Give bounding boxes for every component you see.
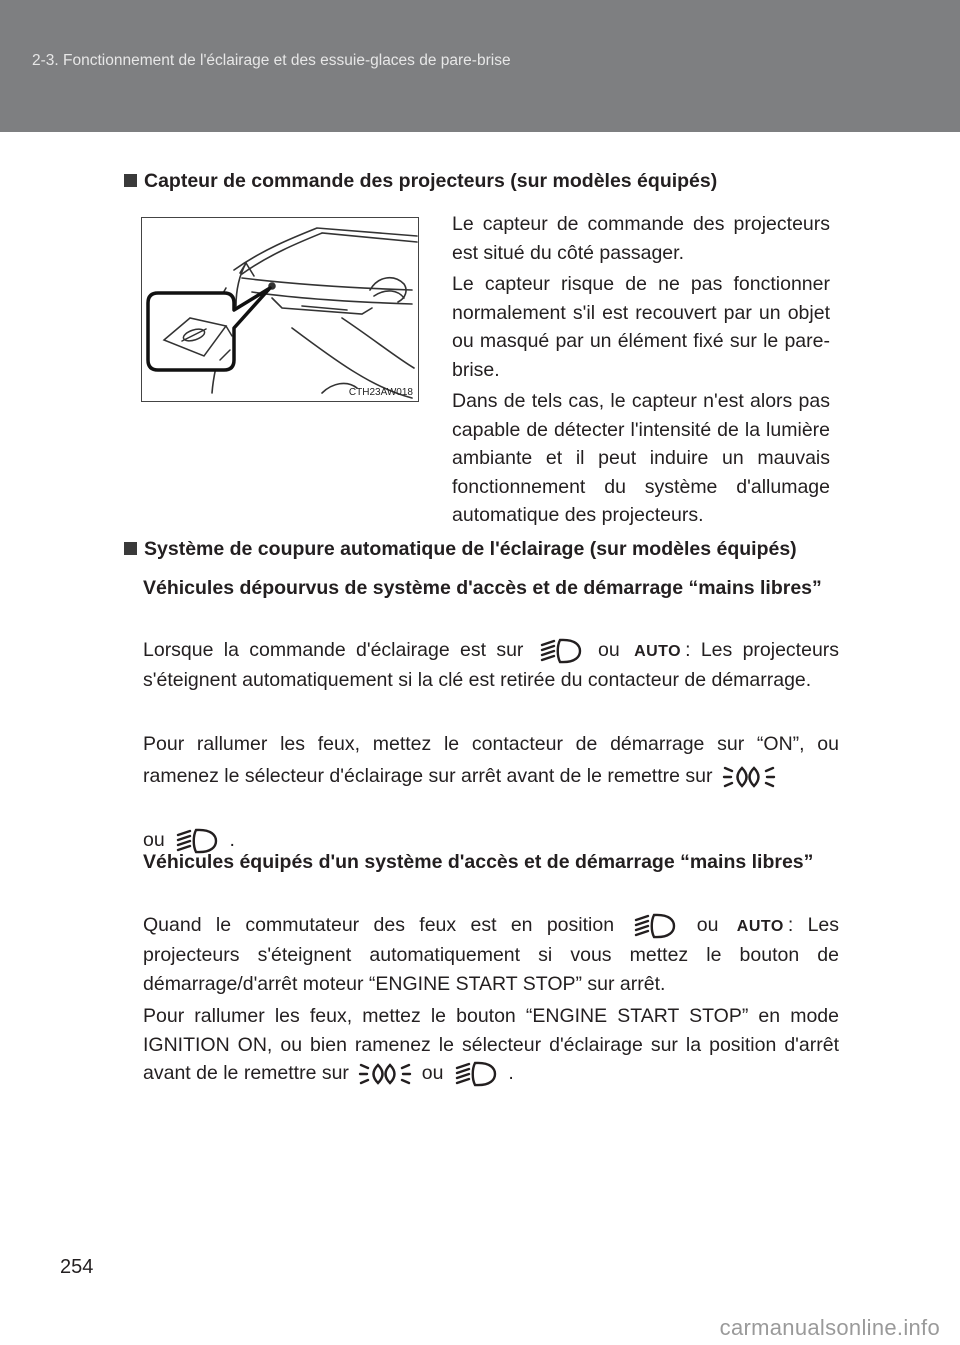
sensor-paragraph-3 — [452, 387, 830, 530]
sensor-paragraph-2 — [452, 270, 830, 384]
sensor-paragraph-1-text: Le capteur de commande des projecteurs est situé du côté passager. — [452, 213, 830, 264]
text-part: . — [229, 829, 235, 851]
page-number: 254 — [60, 1256, 94, 1278]
headlight-icon — [453, 1059, 499, 1089]
sensor-paragraph-3-text: Dans de tels cas, le capteur n'est alors pas capable de détecter l'intensité de la lumière ambiante et il peut induire un mauvais fonctionnement du système d'allumage automatique des projecteurs. — [452, 390, 830, 526]
paragraph-auto-off-1 — [143, 636, 839, 695]
text-part: : Les projecteurs s'éteignent automatiquement si la clé est retirée du contacteur de démarrage. — [143, 639, 840, 691]
subheading-with-smart-key: Véhicules équipés d'un système d'accès et de démarrage “mains libres” — [143, 851, 814, 873]
page-header — [0, 0, 960, 132]
tail-light-icon — [722, 762, 776, 792]
square-bullet-icon — [124, 174, 137, 187]
sensor-illustration — [141, 217, 419, 402]
text-part: Pour rallumer les feux, mettez le bouton “ENGINE START STOP” en mode IGNITION ON, ou bien ramenez le sélecteur d'éclairage sur la position d'arrêt avant de le remettre sur — [143, 1005, 839, 1085]
paragraph-auto-off-4 — [143, 1002, 839, 1089]
figure-code: CTH23AW018 — [348, 387, 413, 398]
auto-icon: AUTO — [634, 642, 682, 660]
section-title-auto-off — [124, 538, 797, 561]
text-part: Pour rallumer les feux, mettez le contacteur de démarrage sur “ON”, ou ramenez le sélecteur d'éclairage sur arrêt avant de le remettre sur — [143, 733, 839, 787]
subheading-without-smart-key: Véhicules dépourvus de système d'accès et de démarrage “mains libres” — [143, 577, 822, 599]
text-part: . — [508, 1062, 514, 1085]
text-part: : Les projecteurs s'éteignent automatiquement si vous mettez le bouton de démarrage/d'arrêt moteur “ENGINE START STOP” sur arrêt. — [143, 914, 840, 995]
headlight-icon — [538, 636, 584, 666]
section-title-text: Capteur de commande des projecteurs (sur modèles équipés) — [144, 170, 718, 192]
watermark: carmanualsonline.info — [719, 1315, 940, 1340]
text-part: Quand le commutateur des feux est en position — [143, 914, 615, 937]
text-part: ou — [421, 1062, 444, 1085]
paragraph-auto-off-2 — [143, 728, 839, 856]
paragraph-auto-off-3 — [143, 911, 839, 999]
sensor-paragraph-2-text: Le capteur risque de ne pas fonctionner normalement s'il est recouvert par un objet ou masqué par un élément fixé sur le pare-brise. — [452, 273, 830, 381]
text-part: ou — [696, 914, 719, 937]
sensor-paragraph-1 — [452, 210, 830, 267]
windshield-sensor-drawing — [142, 218, 418, 401]
section-title-sensor — [124, 170, 717, 193]
header-title: 2-3. Fonctionnement de l'éclairage et des essuie-glaces de pare-brise — [32, 52, 511, 69]
text-part: Lorsque la commande d'éclairage est sur — [143, 639, 524, 662]
text-part: ou — [143, 829, 165, 851]
tail-light-icon — [358, 1059, 412, 1089]
auto-icon: AUTO — [736, 917, 784, 935]
section-title-text: Système de coupure automatique de l'éclairage (sur modèles équipés) — [144, 538, 797, 560]
headlight-icon — [632, 911, 678, 941]
text-part: ou — [598, 639, 620, 662]
square-bullet-icon — [124, 542, 137, 555]
